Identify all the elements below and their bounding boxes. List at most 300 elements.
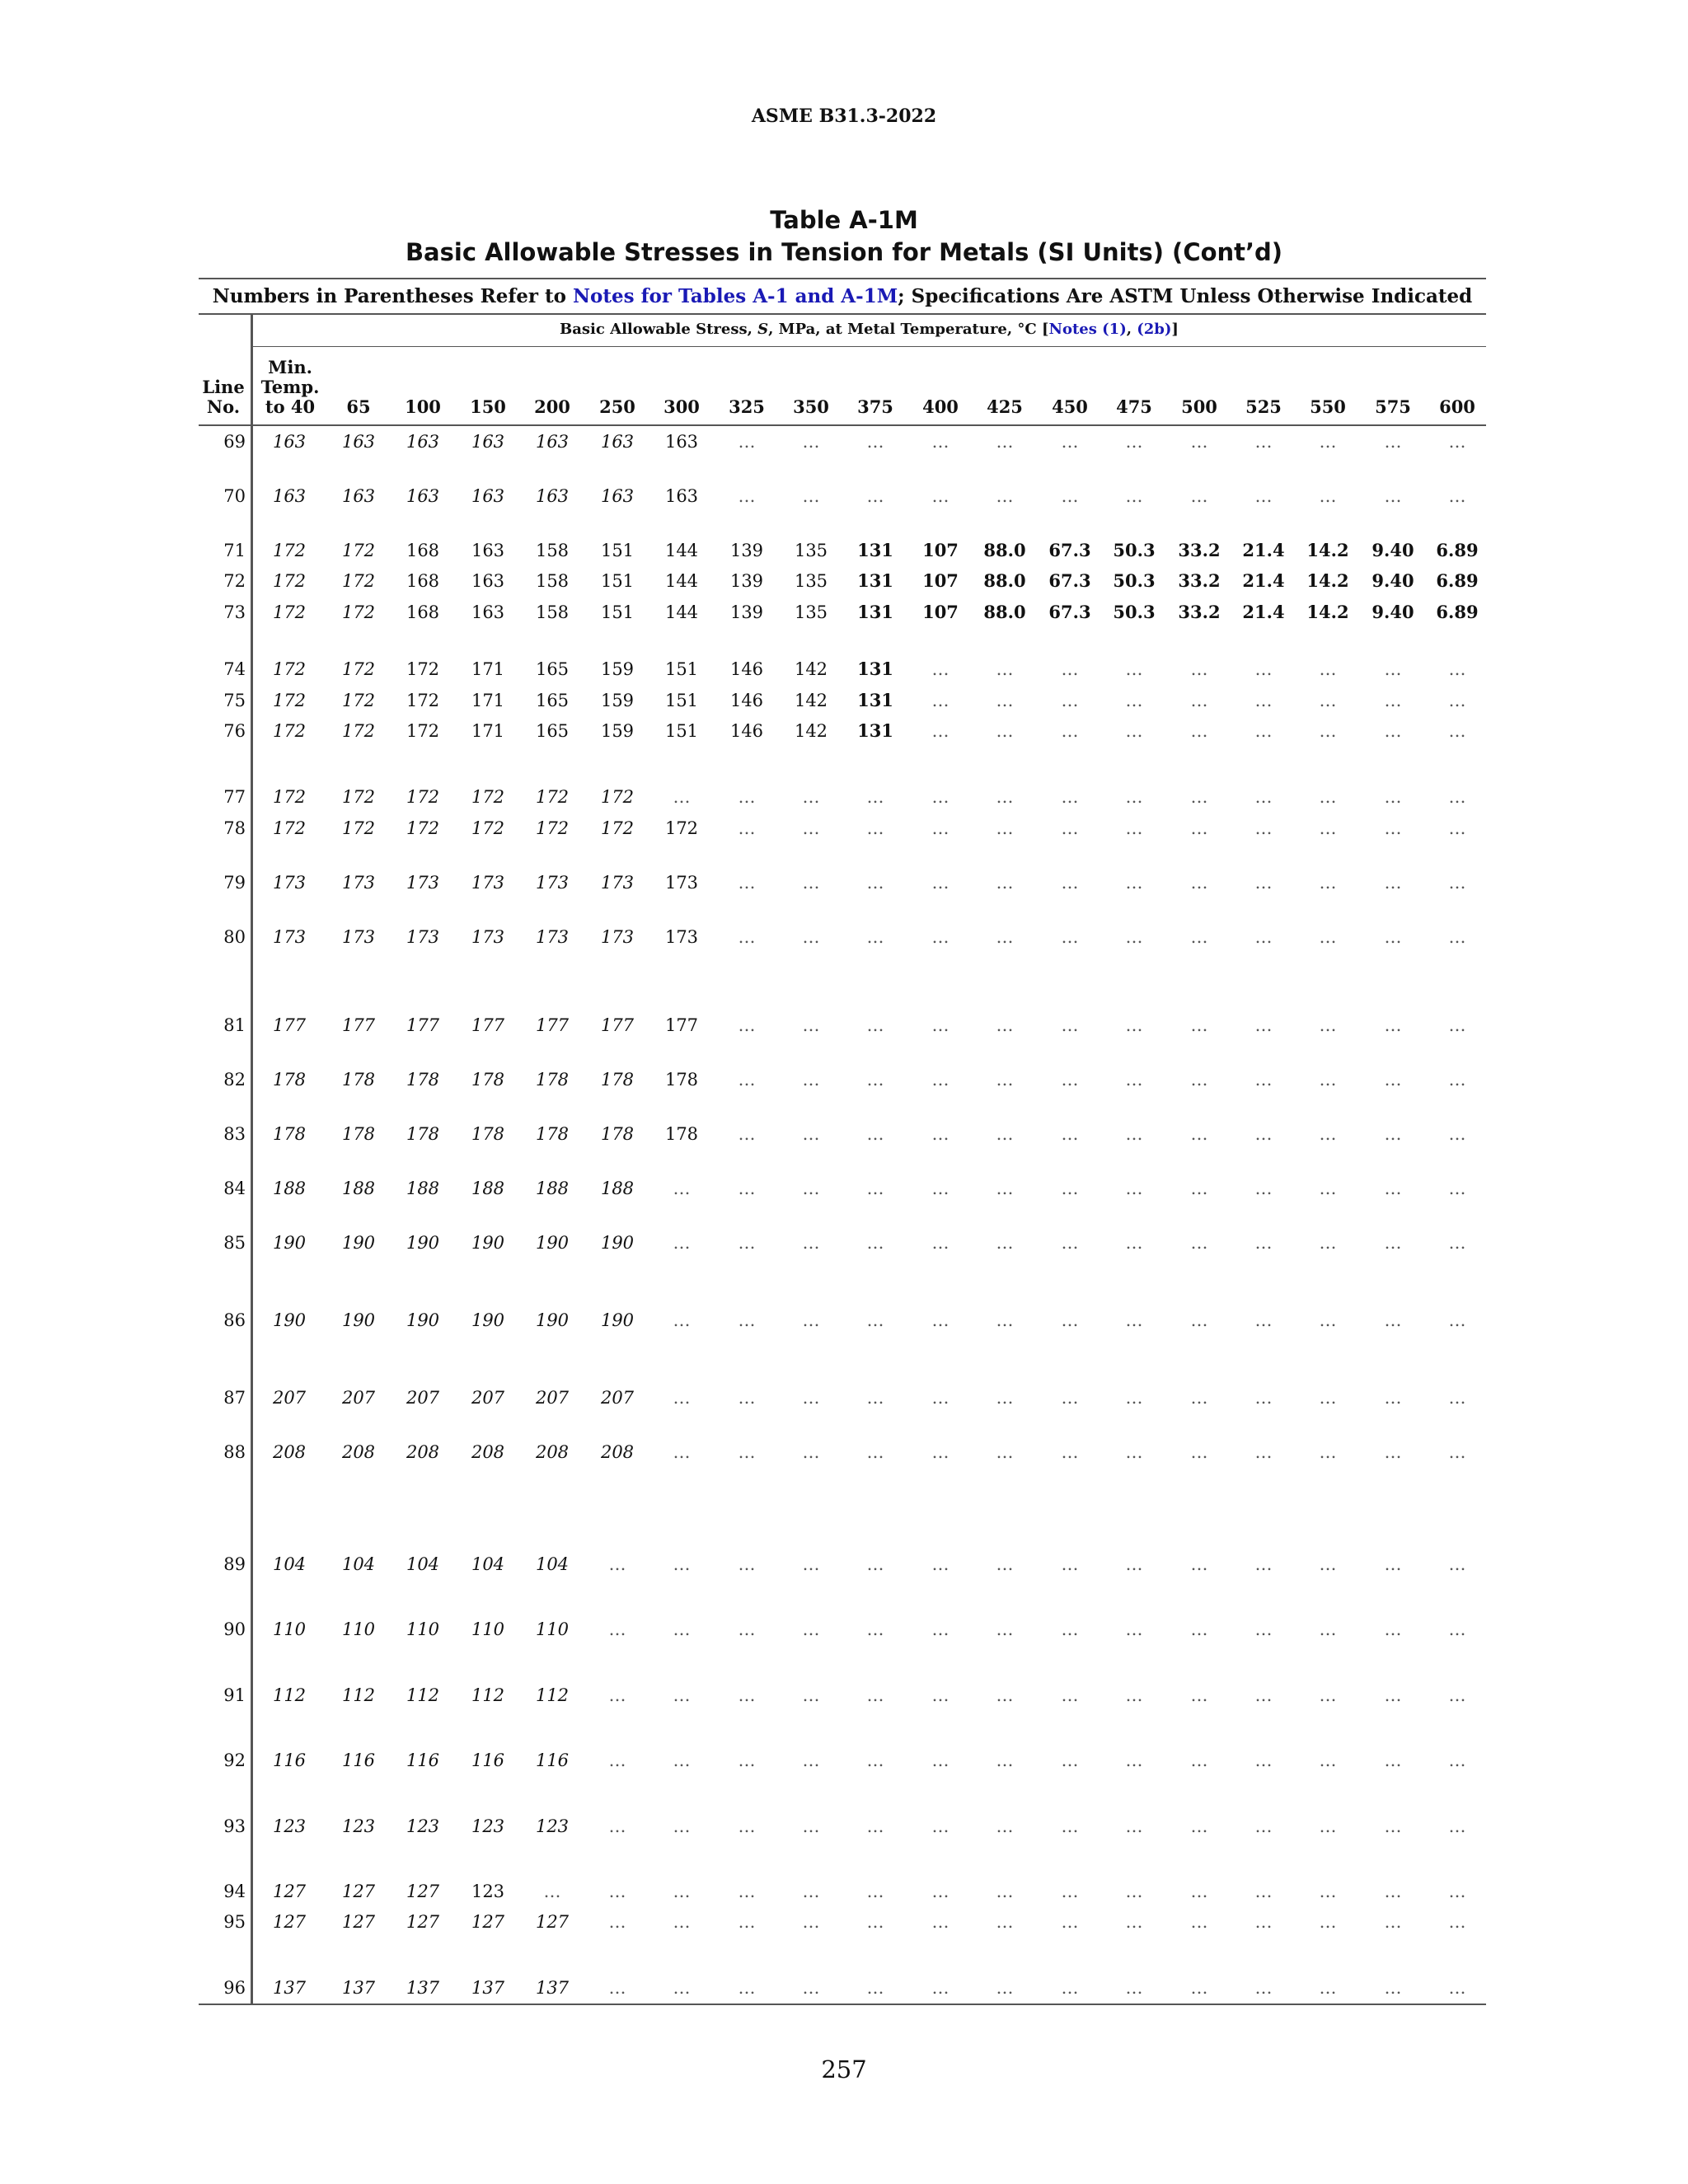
stress-cell: …	[1384, 1442, 1402, 1462]
stress-cell: 107	[922, 540, 959, 560]
stress-cell: 123	[535, 1816, 570, 1836]
stress-cell: 123	[272, 1816, 307, 1836]
stress-cell: 151	[600, 541, 635, 560]
stress-cell: 172	[535, 787, 570, 807]
stress-cell: …	[1061, 818, 1079, 838]
stress-cell: …	[802, 1233, 820, 1253]
stress-cell: 190	[535, 1310, 570, 1330]
stress-cell: 163	[406, 432, 440, 452]
stress-cell: 88.0	[983, 602, 1026, 622]
stress-cell: …	[802, 1442, 820, 1462]
stress-cell: …	[996, 1179, 1014, 1198]
stress-cell: …	[866, 873, 884, 893]
line-number: 92	[223, 1750, 246, 1770]
stress-cell: 173	[272, 927, 307, 947]
stress-cell: …	[866, 1816, 884, 1836]
stress-cell: …	[866, 1685, 884, 1705]
stress-cell: 172	[664, 818, 699, 838]
stress-cell: …	[1254, 486, 1273, 506]
stress-cell: …	[738, 1015, 756, 1035]
stress-cell: …	[931, 1015, 950, 1035]
stress-cell: 172	[272, 571, 307, 591]
stress-cell: 165	[535, 691, 570, 710]
stress-cell: 172	[406, 787, 440, 807]
temp-col-header: 200	[534, 396, 570, 417]
line-number: 85	[223, 1233, 246, 1253]
stress-cell: …	[1061, 721, 1079, 741]
stress-cell: …	[738, 1442, 756, 1462]
stress-cell: 177	[406, 1015, 440, 1035]
stress-cell: …	[1319, 787, 1337, 807]
stress-cell: …	[1061, 691, 1079, 710]
stress-cell: 173	[406, 873, 440, 893]
stress-cell: 190	[471, 1310, 505, 1330]
stress-cell: 177	[664, 1015, 699, 1035]
stress-cell: …	[1319, 1070, 1337, 1090]
stress-cell: 190	[341, 1233, 376, 1253]
temp-col-header: 500	[1181, 396, 1217, 417]
temp-col-header: 575	[1375, 396, 1411, 417]
stress-cell: 178	[535, 1070, 570, 1090]
stress-cell: …	[1190, 1912, 1208, 1932]
stress-cell: …	[996, 659, 1014, 679]
stress-cell: 146	[729, 659, 764, 679]
stress-cell: 139	[729, 602, 764, 622]
stress-cell: …	[931, 659, 950, 679]
stress-cell: …	[1319, 1015, 1337, 1035]
stress-cell: …	[1190, 1816, 1208, 1836]
stress-cell: 112	[272, 1685, 307, 1705]
stress-cell: …	[996, 1388, 1014, 1408]
stress-cell: 188	[406, 1179, 440, 1198]
stress-cell: 127	[341, 1912, 376, 1932]
stress-cell: …	[802, 1310, 820, 1330]
stress-cell: 177	[471, 1015, 505, 1035]
stress-cell: …	[738, 1124, 756, 1144]
stress-cell: …	[1190, 1070, 1208, 1090]
stress-cell: …	[866, 1554, 884, 1574]
stress-cell: 116	[535, 1750, 570, 1770]
stress-cell: 207	[272, 1388, 307, 1408]
stress-cell: …	[1448, 873, 1466, 893]
stress-cell: …	[673, 1310, 691, 1330]
stress-cell: …	[931, 1179, 950, 1198]
stress-cell: …	[1254, 1978, 1273, 1998]
stress-cell: 137	[471, 1978, 505, 1998]
stress-cell: 139	[729, 541, 764, 560]
stress-cell: 178	[664, 1124, 699, 1144]
stress-cell: 159	[600, 691, 635, 710]
stress-cell: 163	[471, 602, 505, 622]
stress-cell: …	[1061, 659, 1079, 679]
stress-cell: …	[1254, 1124, 1273, 1144]
stress-cell: …	[1190, 1179, 1208, 1198]
line-number: 79	[223, 873, 246, 893]
stress-cell: …	[1125, 1442, 1143, 1462]
stress-cell: …	[866, 486, 884, 506]
line-number: 75	[223, 691, 246, 710]
stress-cell: 208	[600, 1442, 635, 1462]
stress-cell: 178	[535, 1124, 570, 1144]
bottom-rule	[199, 2004, 1486, 2005]
stress-cell: 127	[272, 1912, 307, 1932]
stress-cell: …	[738, 1310, 756, 1330]
stress-cell: 116	[272, 1750, 307, 1770]
stress-cell: 116	[341, 1750, 376, 1770]
stress-cell: …	[673, 1978, 691, 1998]
line-number: 77	[223, 787, 246, 807]
stress-cell: …	[1448, 1179, 1466, 1198]
stress-cell: 50.3	[1113, 570, 1156, 591]
stress-cell: 173	[664, 927, 699, 947]
stress-cell: …	[1448, 691, 1466, 710]
stress-cell: …	[802, 1124, 820, 1144]
stress-cell: 178	[471, 1124, 505, 1144]
line-number: 84	[223, 1179, 246, 1198]
stress-cell: …	[1061, 1750, 1079, 1770]
note-2b-link[interactable]: (2b)	[1137, 321, 1172, 338]
stress-cell: …	[996, 1554, 1014, 1574]
stress-cell: …	[1448, 1015, 1466, 1035]
stress-cell: 14.2	[1306, 570, 1349, 591]
stress-cell: 123	[471, 1816, 505, 1836]
line-number: 73	[223, 602, 246, 622]
stress-cell: 188	[272, 1179, 307, 1198]
stress-cell: 177	[341, 1015, 376, 1035]
line-number: 82	[223, 1070, 246, 1090]
stress-cell: 173	[664, 873, 699, 893]
stress-cell: …	[1384, 1912, 1402, 1932]
stress-cell: …	[738, 1388, 756, 1408]
stress-cell: …	[1254, 1442, 1273, 1462]
stress-cell: 172	[341, 602, 376, 622]
stress-cell: …	[738, 1750, 756, 1770]
stress-cell: …	[996, 691, 1014, 710]
stress-cell: …	[1061, 1685, 1079, 1705]
stress-cell: …	[673, 1685, 691, 1705]
stress-cell: 172	[406, 818, 440, 838]
stress-cell: …	[1061, 486, 1079, 506]
stress-cell: …	[866, 1619, 884, 1639]
stress-cell: …	[673, 1388, 691, 1408]
line-number: 87	[223, 1388, 246, 1408]
stress-cell: …	[1190, 486, 1208, 506]
stress-cell: 110	[535, 1619, 570, 1639]
stress-cell: …	[1190, 691, 1208, 710]
temp-col-header: 350	[793, 396, 829, 417]
stress-cell: …	[1125, 721, 1143, 741]
temp-col-header: 100	[405, 396, 441, 417]
stress-cell: …	[802, 1816, 820, 1836]
stress-cell: 9.40	[1372, 570, 1414, 591]
stress-cell: 33.2	[1178, 540, 1221, 560]
stress-cell: …	[1254, 721, 1273, 741]
stress-cell: …	[996, 1882, 1014, 1901]
stress-cell: 173	[535, 927, 570, 947]
stress-cell: …	[1061, 1388, 1079, 1408]
stress-cell: …	[866, 1978, 884, 1998]
stress-cell: …	[1190, 818, 1208, 838]
stress-cell: 172	[406, 721, 440, 741]
stress-cell: …	[1254, 1685, 1273, 1705]
stress-cell: 123	[341, 1816, 376, 1836]
table-title: Table A-1M	[770, 206, 918, 234]
stress-cell: …	[1125, 873, 1143, 893]
stress-cell: 158	[535, 602, 570, 622]
stress-cell: 151	[600, 602, 635, 622]
stress-cell: 104	[535, 1554, 570, 1574]
stress-cell: …	[1384, 1310, 1402, 1330]
stress-cell: 131	[857, 658, 893, 679]
stress-cell: …	[802, 1978, 820, 1998]
stress-cell: …	[1254, 1554, 1273, 1574]
stress-cell: 188	[471, 1179, 505, 1198]
stress-cell: …	[931, 1750, 950, 1770]
note-1-link[interactable]: Notes (1)	[1048, 321, 1127, 338]
stress-cell: …	[1319, 1619, 1337, 1639]
stress-cell: 188	[341, 1179, 376, 1198]
subheader-rule	[252, 346, 1486, 347]
notes-link[interactable]: Notes for Tables A-1 and A-1M	[573, 285, 898, 307]
stress-cell: 172	[341, 659, 376, 679]
stress-cell: 123	[406, 1816, 440, 1836]
stress-cell: 142	[794, 659, 828, 679]
stress-cell: …	[1448, 659, 1466, 679]
stress-cell: 135	[794, 541, 828, 560]
stress-cell: 171	[471, 691, 505, 710]
stress-cell: 207	[341, 1388, 376, 1408]
stress-cell: …	[673, 1619, 691, 1639]
stress-cell: …	[1319, 927, 1337, 947]
stress-cell: 172	[272, 659, 307, 679]
stress-cell: 151	[600, 571, 635, 591]
stress-cell: …	[1384, 1070, 1402, 1090]
stress-cell: 144	[664, 571, 699, 591]
stress-cell: …	[996, 1912, 1014, 1932]
stress-cell: …	[1125, 1685, 1143, 1705]
stress-cell: …	[1254, 1816, 1273, 1836]
stress-cell: …	[1448, 1912, 1466, 1932]
stress-cell: 178	[341, 1070, 376, 1090]
stress-cell: 165	[535, 659, 570, 679]
stress-cell: 146	[729, 721, 764, 741]
stress-cell: …	[1061, 1912, 1079, 1932]
stress-cell: …	[673, 1912, 691, 1932]
table-subtitle: Basic Allowable Stresses in Tension for Metals (SI Units) (Cont’d)	[405, 238, 1283, 266]
stress-cell: 190	[471, 1233, 505, 1253]
stress-cell: …	[866, 1912, 884, 1932]
stress-cell: …	[1384, 1179, 1402, 1198]
stress-cell: 172	[341, 691, 376, 710]
stress-cell: …	[1384, 721, 1402, 741]
stress-cell: 172	[471, 818, 505, 838]
stress-cell: …	[1448, 721, 1466, 741]
stress-cell: …	[1319, 1750, 1337, 1770]
stress-cell: 50.3	[1113, 540, 1156, 560]
stress-cell: …	[1125, 1015, 1143, 1035]
stress-cell: 172	[341, 818, 376, 838]
stress-cell: …	[1384, 691, 1402, 710]
line-number: 80	[223, 927, 246, 947]
stress-cell: …	[1448, 1310, 1466, 1330]
stress-cell: …	[802, 1912, 820, 1932]
stress-cell: …	[1384, 787, 1402, 807]
stress-cell: …	[1190, 1685, 1208, 1705]
temp-col-header: 550	[1310, 396, 1346, 417]
stress-cell: …	[1125, 1124, 1143, 1144]
stress-cell: …	[1125, 1978, 1143, 1998]
stress-cell: 163	[664, 486, 699, 506]
stress-cell: …	[996, 818, 1014, 838]
min-temp-header: Min. Temp. to 40	[260, 357, 320, 417]
stress-cell: …	[996, 787, 1014, 807]
stress-cell: …	[673, 1882, 691, 1901]
stress-cell: 165	[535, 721, 570, 741]
stress-cell: 173	[471, 873, 505, 893]
temp-col-header: 600	[1439, 396, 1475, 417]
stress-cell: …	[608, 1685, 626, 1705]
stress-cell: …	[738, 1882, 756, 1901]
stress-cell: …	[1319, 1310, 1337, 1330]
stress-cell: 173	[471, 927, 505, 947]
stress-cell: 190	[600, 1310, 635, 1330]
stress-cell: 173	[341, 873, 376, 893]
stress-cell: 173	[600, 873, 635, 893]
stress-cell: …	[1061, 1882, 1079, 1901]
stress-cell: …	[931, 486, 950, 506]
stress-cell: …	[1384, 432, 1402, 452]
top-rule	[199, 278, 1486, 279]
stress-cell: …	[1125, 486, 1143, 506]
stress-cell: 139	[729, 571, 764, 591]
stress-cell: 131	[857, 720, 893, 741]
stress-cell: …	[1061, 1233, 1079, 1253]
stress-cell: …	[1190, 1619, 1208, 1639]
stress-cell: …	[1254, 1179, 1273, 1198]
stress-cell: 112	[341, 1685, 376, 1705]
stress-cell: 107	[922, 570, 959, 591]
stress-cell: 172	[272, 602, 307, 622]
stress-cell: 14.2	[1306, 602, 1349, 622]
stress-cell: …	[1448, 432, 1466, 452]
stress-cell: …	[1448, 1233, 1466, 1253]
document-header: ASME B31.3-2022	[751, 105, 937, 127]
stress-cell: 88.0	[983, 540, 1026, 560]
stress-cell: 190	[535, 1233, 570, 1253]
temp-col-header: 150	[470, 396, 506, 417]
stress-cell: …	[1319, 1882, 1337, 1901]
stress-cell: 112	[406, 1685, 440, 1705]
stress-cell: …	[1125, 432, 1143, 452]
stress-cell: …	[1384, 1685, 1402, 1705]
stress-cell: 110	[406, 1619, 440, 1639]
stress-cell: 104	[406, 1554, 440, 1574]
stress-cell: …	[1190, 1388, 1208, 1408]
stress-cell: …	[1190, 659, 1208, 679]
stress-cell: …	[1254, 1070, 1273, 1090]
stress-cell: 207	[471, 1388, 505, 1408]
stress-cell: …	[1254, 1388, 1273, 1408]
stress-cell: …	[608, 1619, 626, 1639]
stress-cell: 173	[535, 873, 570, 893]
stress-cell: …	[1125, 1233, 1143, 1253]
stress-cell: 21.4	[1242, 540, 1285, 560]
stress-cell: 163	[471, 486, 505, 506]
stress-cell: 151	[664, 721, 699, 741]
stress-cell: …	[1254, 1619, 1273, 1639]
stress-cell: …	[1125, 818, 1143, 838]
stress-cell: …	[802, 1179, 820, 1198]
stress-cell: 177	[272, 1015, 307, 1035]
stress-cell: 144	[664, 541, 699, 560]
stress-cell: 107	[922, 602, 959, 622]
stress-cell: 173	[406, 927, 440, 947]
line-number: 89	[223, 1554, 246, 1574]
stress-cell: 178	[600, 1124, 635, 1144]
stress-cell: 33.2	[1178, 570, 1221, 591]
stress-cell: …	[1448, 1070, 1466, 1090]
stress-cell: 123	[471, 1882, 505, 1901]
temp-col-header: 250	[599, 396, 635, 417]
stress-cell: …	[738, 1554, 756, 1574]
stress-cell: …	[1319, 1554, 1337, 1574]
stress-cell: …	[931, 1685, 950, 1705]
stress-cell: 163	[406, 486, 440, 506]
stress-cell: 178	[406, 1124, 440, 1144]
stress-cell: …	[996, 1685, 1014, 1705]
stress-cell: 159	[600, 721, 635, 741]
stress-cell: …	[931, 721, 950, 741]
stress-cell: …	[931, 1912, 950, 1932]
line-number: 69	[223, 432, 246, 452]
stress-cell: 6.89	[1436, 602, 1479, 622]
header-rule	[199, 424, 1486, 426]
stress-cell: …	[996, 721, 1014, 741]
stress-cell: 131	[857, 690, 893, 710]
stress-cell: …	[931, 873, 950, 893]
stress-cell: …	[1125, 1070, 1143, 1090]
stress-cell: …	[1319, 1179, 1337, 1198]
stress-cell: …	[1319, 432, 1337, 452]
stress-cell: …	[996, 486, 1014, 506]
stress-cell: 190	[272, 1233, 307, 1253]
stress-cell: 110	[272, 1619, 307, 1639]
stress-cell: 151	[664, 659, 699, 679]
stress-cell: …	[1319, 1816, 1337, 1836]
stress-cell: 67.3	[1048, 540, 1091, 560]
stress-cell: 67.3	[1048, 570, 1091, 591]
stress-cell: 177	[600, 1015, 635, 1035]
stress-cell: 208	[272, 1442, 307, 1462]
notes-line: Numbers in Parentheses Refer to Notes for Tables A-1 and A-1M; Specifications Are ASTM Unless Otherwise Indicated	[212, 285, 1473, 307]
stress-cell: …	[1384, 1750, 1402, 1770]
stress-cell: 9.40	[1372, 540, 1414, 560]
stress-cell: …	[1448, 1124, 1466, 1144]
stress-cell: …	[1125, 1816, 1143, 1836]
stress-cell: …	[1190, 1442, 1208, 1462]
stress-cell: …	[996, 1233, 1014, 1253]
stress-cell: …	[996, 1070, 1014, 1090]
stress-cell: 168	[406, 541, 440, 560]
stress-cell: 6.89	[1436, 540, 1479, 560]
stress-cell: 159	[600, 659, 635, 679]
stress-cell: 163	[600, 432, 635, 452]
stress-cell: …	[1190, 927, 1208, 947]
stress-cell: …	[931, 1070, 950, 1090]
stress-cell: …	[1061, 1179, 1079, 1198]
stress-cell: …	[1125, 691, 1143, 710]
stress-cell: 127	[406, 1912, 440, 1932]
